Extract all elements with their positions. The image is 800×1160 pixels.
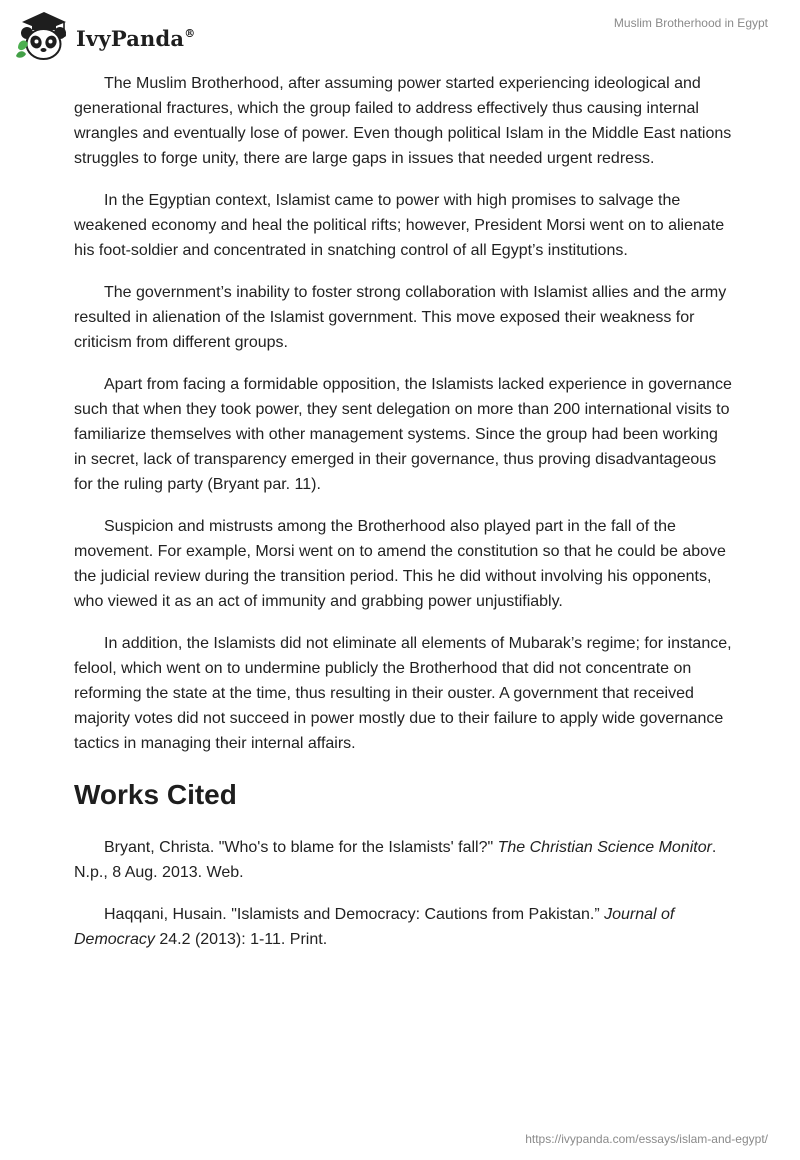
paragraph: Suspicion and mistrusts among the Brotherhood also played part in the fall of the movement. For example, Morsi went on to amend the constitution so that he could be above the judicial review during the transition period. This he did without involving his opponents, who viewed it as an act of immunity and grabbing power unjustifiably.	[74, 518, 726, 610]
citation-entry	[74, 835, 734, 885]
document-title: Muslim Brotherhood in Egypt	[613, 16, 768, 30]
paragraph: In addition, the Islamists did not eliminate all elements of Mubarak’s regime; for instance, felool, which went on to undermine publicly the Brotherhood that did not concentrate on reforming the state at the time, thus resulting in their ouster. A government that received majority votes did not succeed in power mostly due to their failure to apply wide governance tactics in managing their internal affairs.	[74, 635, 732, 752]
citation-lead: Bryant, Christa. "Who's to blame for the Islamists' fall?"	[104, 839, 498, 856]
essay-content	[74, 71, 734, 969]
paragraph: The Muslim Brotherhood, after assuming power started experiencing ideological and generational fractures, which the group failed to address effectively thus causing internal wrangles and eventually lose of power. Even though political Islam in the Middle East nations struggles to forge unity, there are large gaps in issues that needed urgent redress.	[74, 75, 732, 167]
works-cited-heading: Works Cited	[74, 779, 237, 810]
brand-name: IvyPanda®	[76, 25, 196, 51]
citation-lead: Haqqani, Husain. "Islamists and Democracy: Cautions from Pakistan.”	[104, 906, 605, 923]
citation-source: The Christian Science Monitor	[497, 839, 712, 856]
page-header	[0, 0, 800, 70]
source-url-link[interactable]: https://ivypanda.com/essays/islam-and-egypt/	[525, 1132, 768, 1146]
paragraph: The government’s inability to foster strong collaboration with Islamist allies and the army resulted in alienation of the Islamist government. This move exposed their weakness for criticism from different groups.	[74, 284, 727, 351]
citation-entry	[74, 902, 734, 952]
ivypanda-logo[interactable]	[14, 10, 195, 62]
citation-source: Journal of Democracy	[74, 906, 675, 948]
citation-tail: 24.2 (2013): 1-11. Print.	[154, 931, 328, 948]
paragraph: Apart from facing a formidable opposition, the Islamists lacked experience in governance such that when they took power, they sent delegation on more than 200 international visits to familiarize themselves with other management systems. Since the group had been working in secret, lack of transparency emerged in their governance, thus proving disadvantageous for the ruling party (Bryant par. 11).	[74, 376, 732, 493]
citation-tail: . N.p., 8 Aug. 2013. Web.	[74, 839, 717, 881]
panda-graduate-icon	[14, 10, 72, 62]
paragraph: In the Egyptian context, Islamist came to power with high promises to salvage the weakened economy and heal the political rifts; however, President Morsi went on to alienate his foot-soldier and concentrated in snatching control of all Egypt’s institutions.	[74, 192, 725, 259]
